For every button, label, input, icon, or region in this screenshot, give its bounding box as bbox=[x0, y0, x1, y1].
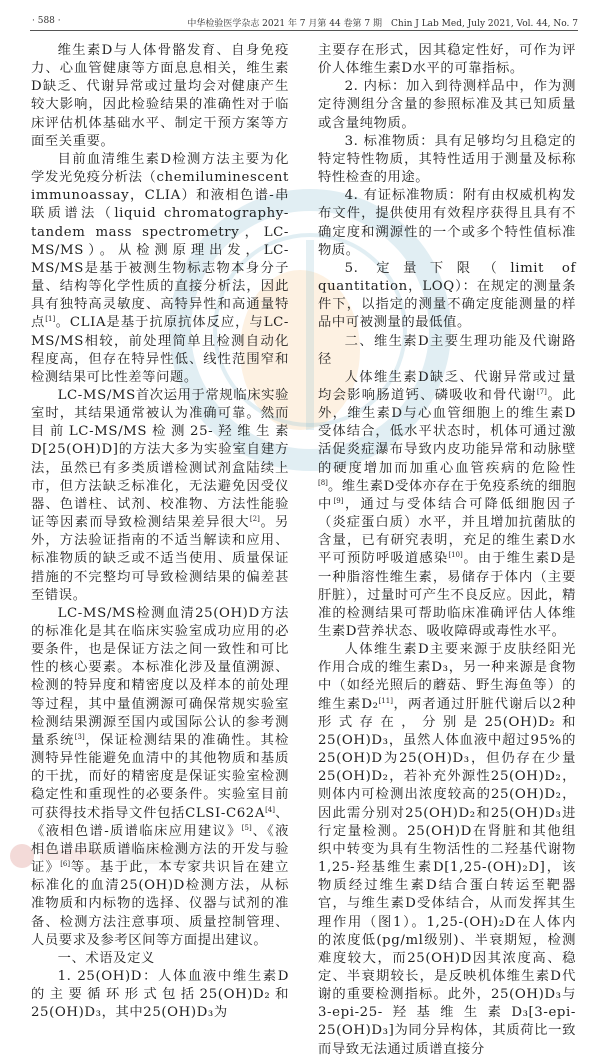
text-run: 4. 有证标准物质：附有由权威机构发布文件，提供使用有效程序获得且具有不确定度和溯源性的一个或多个特性值标准物质。 bbox=[318, 188, 576, 258]
paragraph bbox=[318, 260, 576, 333]
text-run: 二、维生素D主要生理功能及代谢路径 bbox=[318, 333, 576, 367]
citation-ref: [9] bbox=[333, 496, 344, 505]
page-number: · 588 · bbox=[32, 16, 61, 26]
text-run: 人体维生素D缺乏、代谢异常或过量均会影响肠道钙、磷吸收和骨代谢 bbox=[318, 369, 576, 403]
section-heading bbox=[318, 333, 576, 369]
citation-ref: [4] bbox=[265, 805, 275, 814]
right-column bbox=[318, 42, 576, 1059]
text-run: 人体维生素D主要来源于皮肤经阳光作用合成的维生素D₃，另一种来源是食物中（如经光照后的蘑菇、野生海鱼等）的维生素D₂ bbox=[318, 642, 576, 712]
text-run: 目前血清维生素D检测方法主要为化学发光免疫分析法（chemiluminescent immunoassay，CLIA）和液相色谱-串联质谱法（liquid chromatography-tandem mass spectrometry，LC-MS/MS）。从检测原理出发，LC-MS/MS是基于被测生物标志物本身分子量、结构等化学性质的直接分析法，因此具有独特高灵敏度、高特异性和高通量特点 bbox=[31, 151, 289, 331]
text-run: 。维生素D受体亦存在于免疫系统的细胞中 bbox=[318, 478, 576, 512]
paragraph bbox=[318, 369, 576, 641]
text-run: 1. 25(OH)D：人体血液中维生素D的主要循环形式包括25(OH)D₂和25(OH)D₃，其中25(OH)D₃为 bbox=[31, 968, 289, 1021]
citation-ref: [8] bbox=[318, 478, 328, 487]
text-run: 。此外，维生素D与心血管细胞上的维生素D受体结合，低水平状态时，机体可通过激活促炎症瀑布导致内皮功能异常和动脉壁的硬度增加而加重心血管疾病的危险性 bbox=[318, 387, 576, 476]
paragraph bbox=[318, 133, 576, 187]
text-run: ，保证检测结果的准确性。其检测特异性能避免血清中的其他物质和基质的干扰，而好的精密度是保证实验室检测稳定性和重现性的必要条件。实验室目前可获得技术指导文件包括CLSI-C62A bbox=[31, 732, 289, 821]
citation-ref: [7] bbox=[536, 387, 547, 396]
text-run: LC-MS/MS首次运用于常规临床实验室时，其结果通常被认为准确可靠。然而目前LC-MS/MS检测25-羟维生素D[25(OH)D]的方法大多为实验室自建方法，虽然已有多类质谱检测试剂盒陆续上市，但方法缺乏标准化，无法避免因受仪器、色谱柱、试剂、校准物、方法性能验证等因素而导致检测结果差异很大 bbox=[31, 387, 289, 531]
paragraph bbox=[31, 968, 289, 1022]
citation-ref: [5] bbox=[241, 823, 252, 832]
paragraph bbox=[31, 151, 289, 387]
text-run: 维生素D与人体骨骼发育、自身免疫力、心血管健康等方面息息相关，维生素D缺乏、代谢异常或过量均会对健康产生较大影响，因此检验结果的准确性对于临床评估机体基础水平、制定干预方案等方面至关重要。 bbox=[31, 43, 289, 149]
citation-ref: [6] bbox=[60, 860, 71, 869]
paragraph bbox=[318, 78, 576, 132]
text-run: 一、术语及定义 bbox=[57, 950, 155, 966]
text-run: 。另外，方法验证指南的不适当解读和应用、标准物质的缺乏或不适当使用、质量保证措施的不完整均可导致检测结果的偏差甚至错误。 bbox=[31, 515, 289, 603]
paragraph bbox=[31, 605, 289, 950]
running-header bbox=[30, 12, 578, 31]
text-run: 3. 标准物质：具有足够均匀且稳定的特定特性物质，其特性适用于测量及标称特性检查的用途。 bbox=[318, 133, 576, 186]
paragraph bbox=[31, 42, 289, 151]
journal-running-head: 中华检验医学杂志 2021 年 7 月第 44 卷第 7 期 Chin J Lab Med, July 2021, Vol. 44, No. 7 bbox=[187, 19, 578, 29]
paragraph bbox=[318, 641, 576, 1059]
paragraph bbox=[318, 187, 576, 260]
text-run: ，两者通过肝脏代谢后以2种形式存在，分别是25(OH)D₂和25(OH)D₃，虽然人体血液中超过95%的25(OH)D为25(OH)D₃，但仍存在少量25(OH)D₂，若补充外源性25(OH)D₂，则体内可检测出浓度较高的25(OH)D₂，因此需分别对25(OH)D₂和25(OH)D₃进行定量检测。25(OH)D在肾脏和其他组织中转变为具有生物活性的二羟基代谢物1,25-羟基维生素D[1,25-(OH)₂D]，该物质经过维生素D结合蛋白转运至靶器官，与维生素D受体结合，从而发挥其生理作用（图1）。1,25-(OH)₂D在人体内的浓度低(pg/ml级别)、半衰期短，检测难度较大，而25(OH)D因其浓度高、稳定、半衰期较长，是反映机体维生素D代谢的重要检测指标。此外，25(OH)D₃与3-epi-25-羟基维生素D₃[3-epi-25(OH)D₃]为同分异构体，其质荷比一致而导致无法通过质谱直接分 bbox=[318, 696, 576, 1057]
text-run: 。由于维生素D是一种脂溶性维生素，易储存于体内（主要肝脏），过量时可产生不良反应。因此，精准的检测结果可帮助临床准确评估人体维生素D营养状态、吸收障碍或毒性水平。 bbox=[318, 551, 576, 639]
text-run: 主要存在形式，因其稳定性好，可作为评价人体维生素D水平的可靠指标。 bbox=[318, 43, 576, 77]
text-run: 、《液相色谱-质谱临床应用建议》 bbox=[31, 805, 289, 839]
text-run: LC-MS/MS检测血清25(OH)D方法的标准化是其在临床实验室成功应用的必要条件，也是保证方法之间一致性和可比性的核心要素。本标准化涉及量值溯源、检测的特异度和精密度以及样本的前处理等过程，其中量值溯源可确保常规实验室检测结果溯源至国内或国际公认的参考测量系统 bbox=[31, 605, 289, 748]
citation-ref: [3] bbox=[74, 732, 85, 741]
section-heading bbox=[31, 950, 289, 968]
paragraph bbox=[31, 387, 289, 605]
text-run: ，通过与受体结合可降低细胞因子（炎症蛋白质）水平，并且增加抗菌肽的含量，已有研究表明，充足的维生素D水平可预防呼吸道感染 bbox=[318, 496, 577, 567]
text-run: 、《液相色谱串联质谱临床检测方法的开发与验证》 bbox=[31, 823, 289, 876]
citation-ref: [11] bbox=[378, 696, 393, 705]
text-run: 5. 定量下限（limit of quantitation，LOQ）：在规定的测量条件下，以指定的测量不确定度能测量的样品中可被测量的最低值。 bbox=[318, 260, 576, 331]
citation-ref: [1] bbox=[45, 315, 56, 324]
text-run: 2. 内标：加入到待测样品中，作为测定待测组分含量的参照标准及其已知质量或含量纯物质。 bbox=[318, 79, 576, 131]
citation-ref: [2] bbox=[249, 515, 260, 524]
text-run: 。CLIA是基于抗原抗体反应，与LC-MS/MS相较，前处理简单且检测自动化程度高，但存在特异性低、线性范围窄和检测结果可比性差等问题。 bbox=[31, 315, 289, 385]
citation-ref: [10] bbox=[448, 551, 463, 560]
left-column bbox=[31, 42, 289, 1022]
paragraph bbox=[318, 42, 576, 78]
text-run: 等。基于此，本专家共识旨在建立标准化的血清25(OH)D检测方法，从标准物质和内标物的选择、仪器与试剂的准备、检测方法注意事项、质量控制管理、人员要求及参考区间等方面提出建议。 bbox=[31, 860, 289, 948]
